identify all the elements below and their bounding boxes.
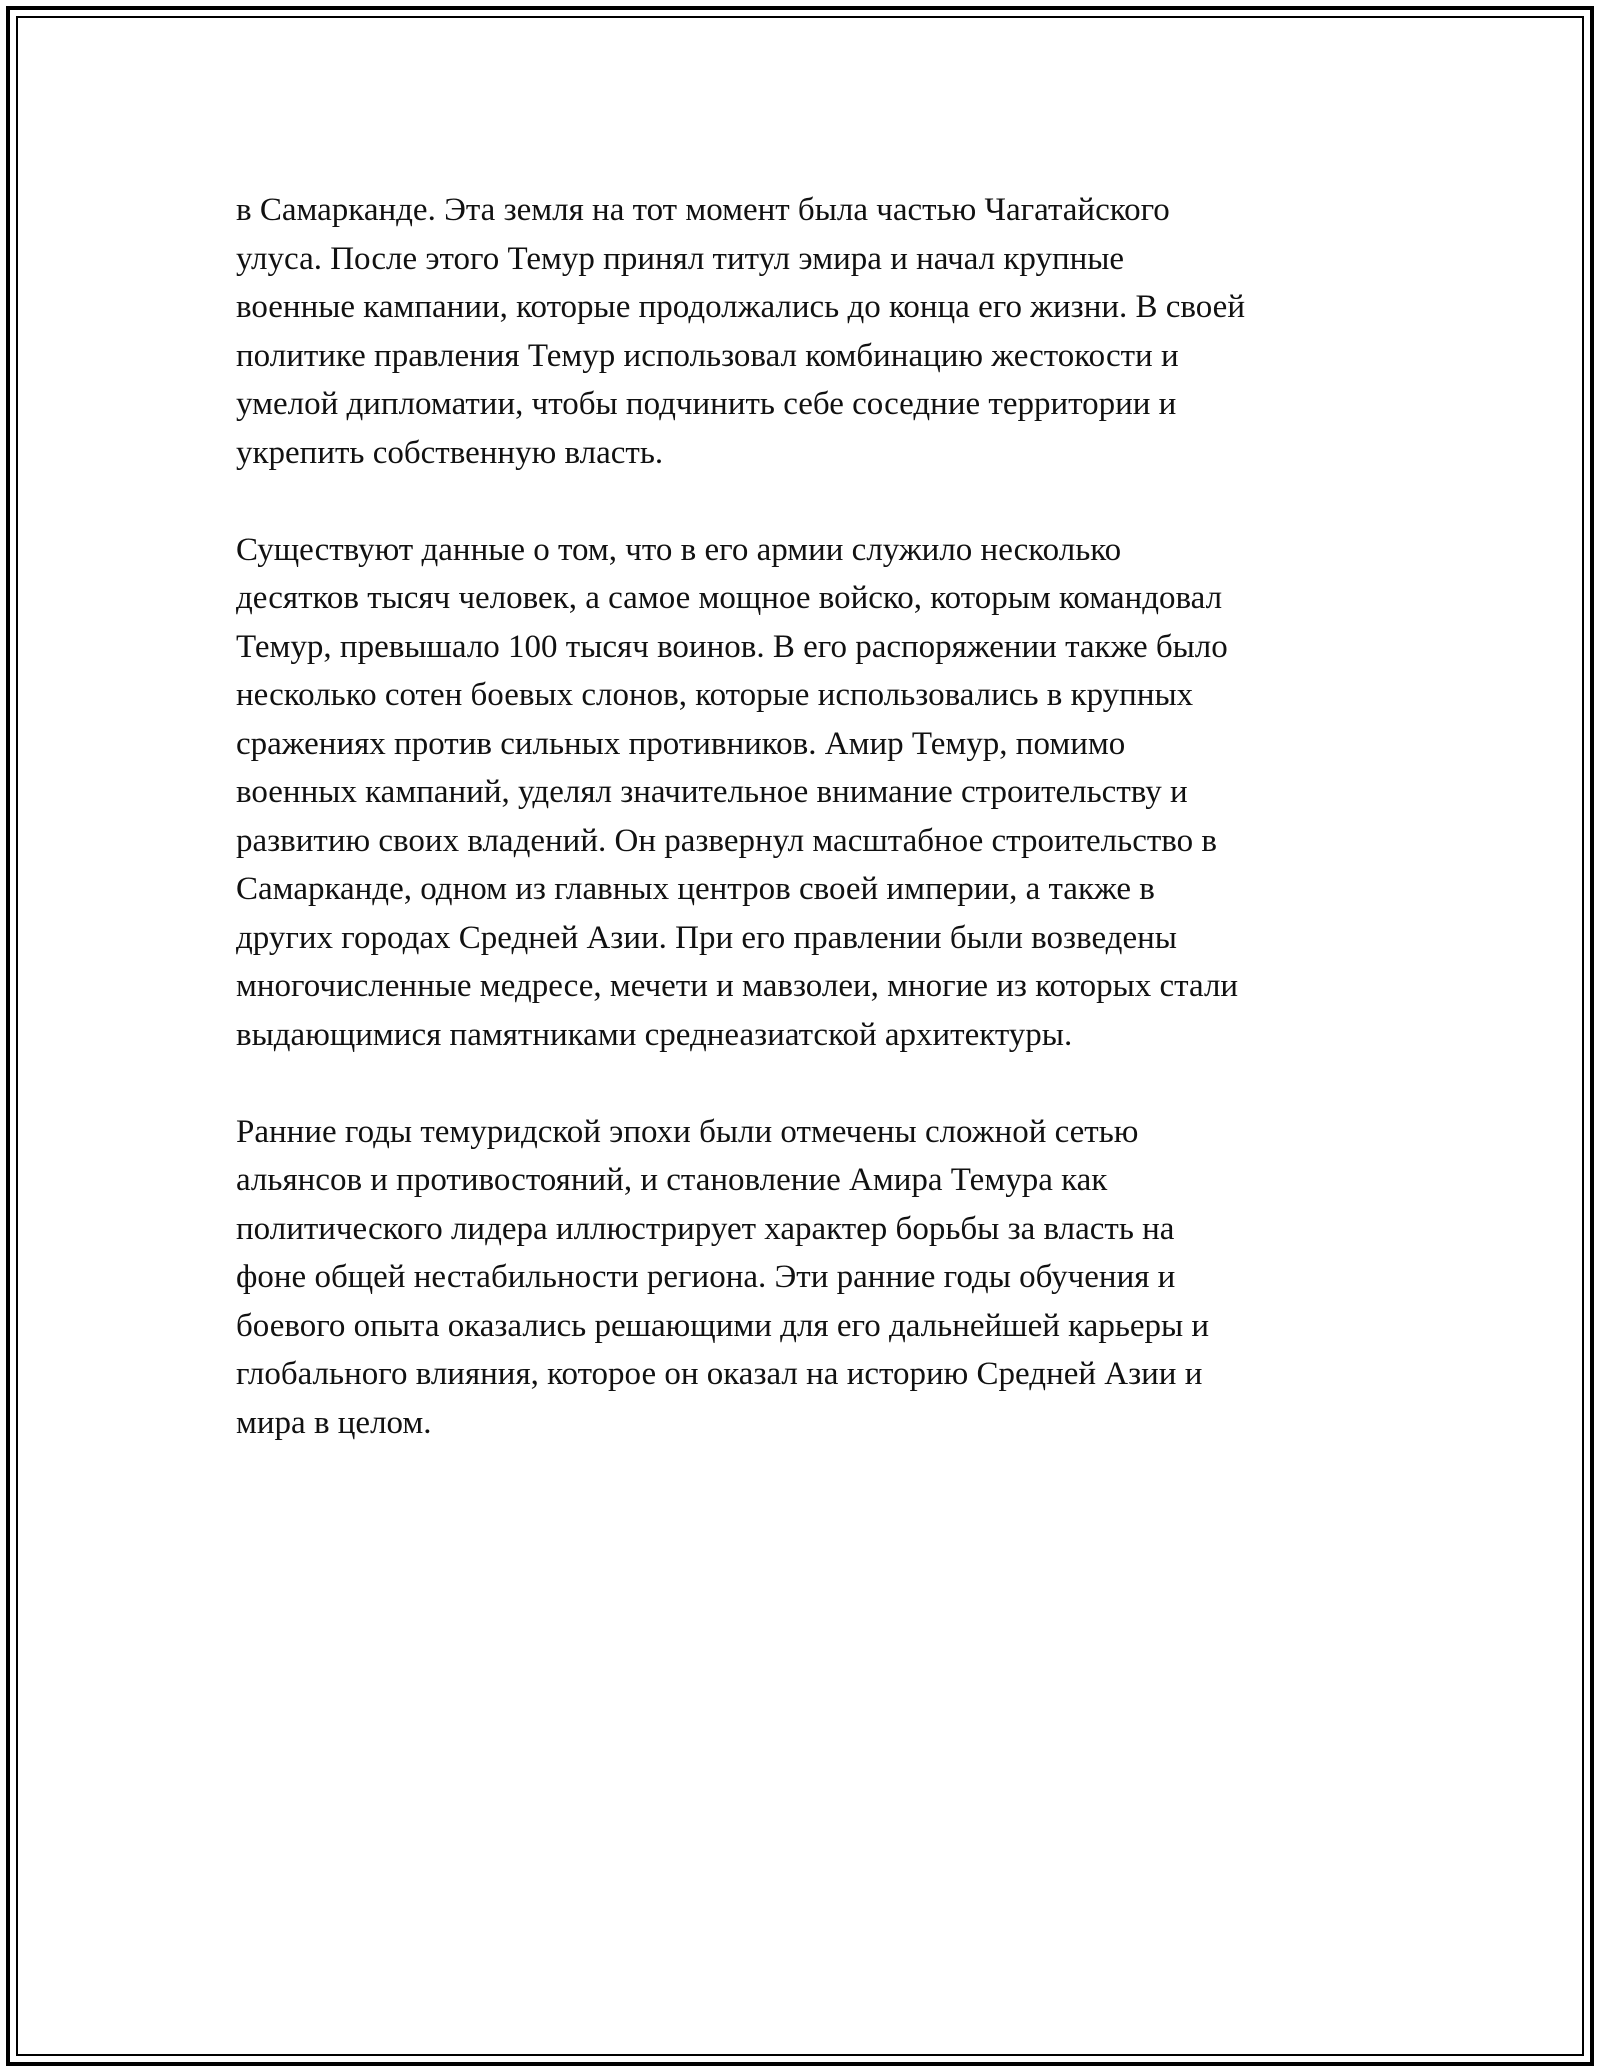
text-line: Существуют данные о том, что в его армии служило несколько xyxy=(236,531,1122,568)
text-line: политике правления Темур использовал комбинацию жестокости и xyxy=(236,337,1179,374)
text-line: десятков тысяч человек, а самое мощное войско, которым командовал xyxy=(236,580,1223,616)
text-line: укрепить собственную власть. xyxy=(236,434,664,471)
text-line: военных кампаний, уделял значительное внимание строительству и xyxy=(236,774,1188,810)
text-line: развитию своих владений. Он развернул масштабное строительство в xyxy=(236,822,1217,859)
text-line: многочисленные медресе, мечети и мавзолеи, многие из которых стали xyxy=(236,968,1239,1004)
text-line: боевого опыта оказались решающими для его дальнейшей карьеры и xyxy=(236,1307,1210,1344)
document-body xyxy=(236,186,1416,1496)
text-line: других городах Средней Азии. При его правлении были возведены xyxy=(236,919,1177,956)
paragraph-2 xyxy=(236,526,1416,1060)
text-line: Самарканде, одном из главных центров своей империи, а также в xyxy=(236,871,1155,907)
text-line: выдающимися памятниками среднеазиатской архитектуры. xyxy=(236,1016,1073,1053)
text-line: мира в целом. xyxy=(236,1404,432,1441)
text-line: военные кампании, которые продолжались до конца его жизни. В своей xyxy=(236,289,1245,325)
text-line: несколько сотен боевых слонов, которые использовались в крупных xyxy=(236,677,1194,713)
text-line: умелой дипломатии, чтобы подчинить себе соседние территории и xyxy=(236,386,1177,422)
text-line: Темур, превышало 100 тысяч воинов. В его распоряжении также было xyxy=(236,628,1228,665)
text-line: в Самарканде. Эта земля на тот момент была частью Чагатайского xyxy=(236,192,1170,228)
text-line: альянсов и противостояний, и становление Амира Темура как xyxy=(236,1162,1108,1198)
text-line: глобального влияния, которое он оказал на историю Средней Азии и xyxy=(236,1356,1203,1392)
paragraph-3 xyxy=(236,1108,1416,1448)
paragraph-1 xyxy=(236,186,1416,477)
text-line: улуса. После этого Темур принял титул эмира и начал крупные xyxy=(236,240,1125,277)
text-line: фоне общей нестабильности региона. Эти ранние годы обучения и xyxy=(236,1259,1176,1295)
text-line: Ранние годы темуридской эпохи были отмечены сложной сетью xyxy=(236,1113,1139,1150)
text-line: политического лидера иллюстрирует характер борьбы за власть на xyxy=(236,1210,1175,1247)
text-line: сражениях против сильных противников. Амир Темур, помимо xyxy=(236,725,1126,762)
